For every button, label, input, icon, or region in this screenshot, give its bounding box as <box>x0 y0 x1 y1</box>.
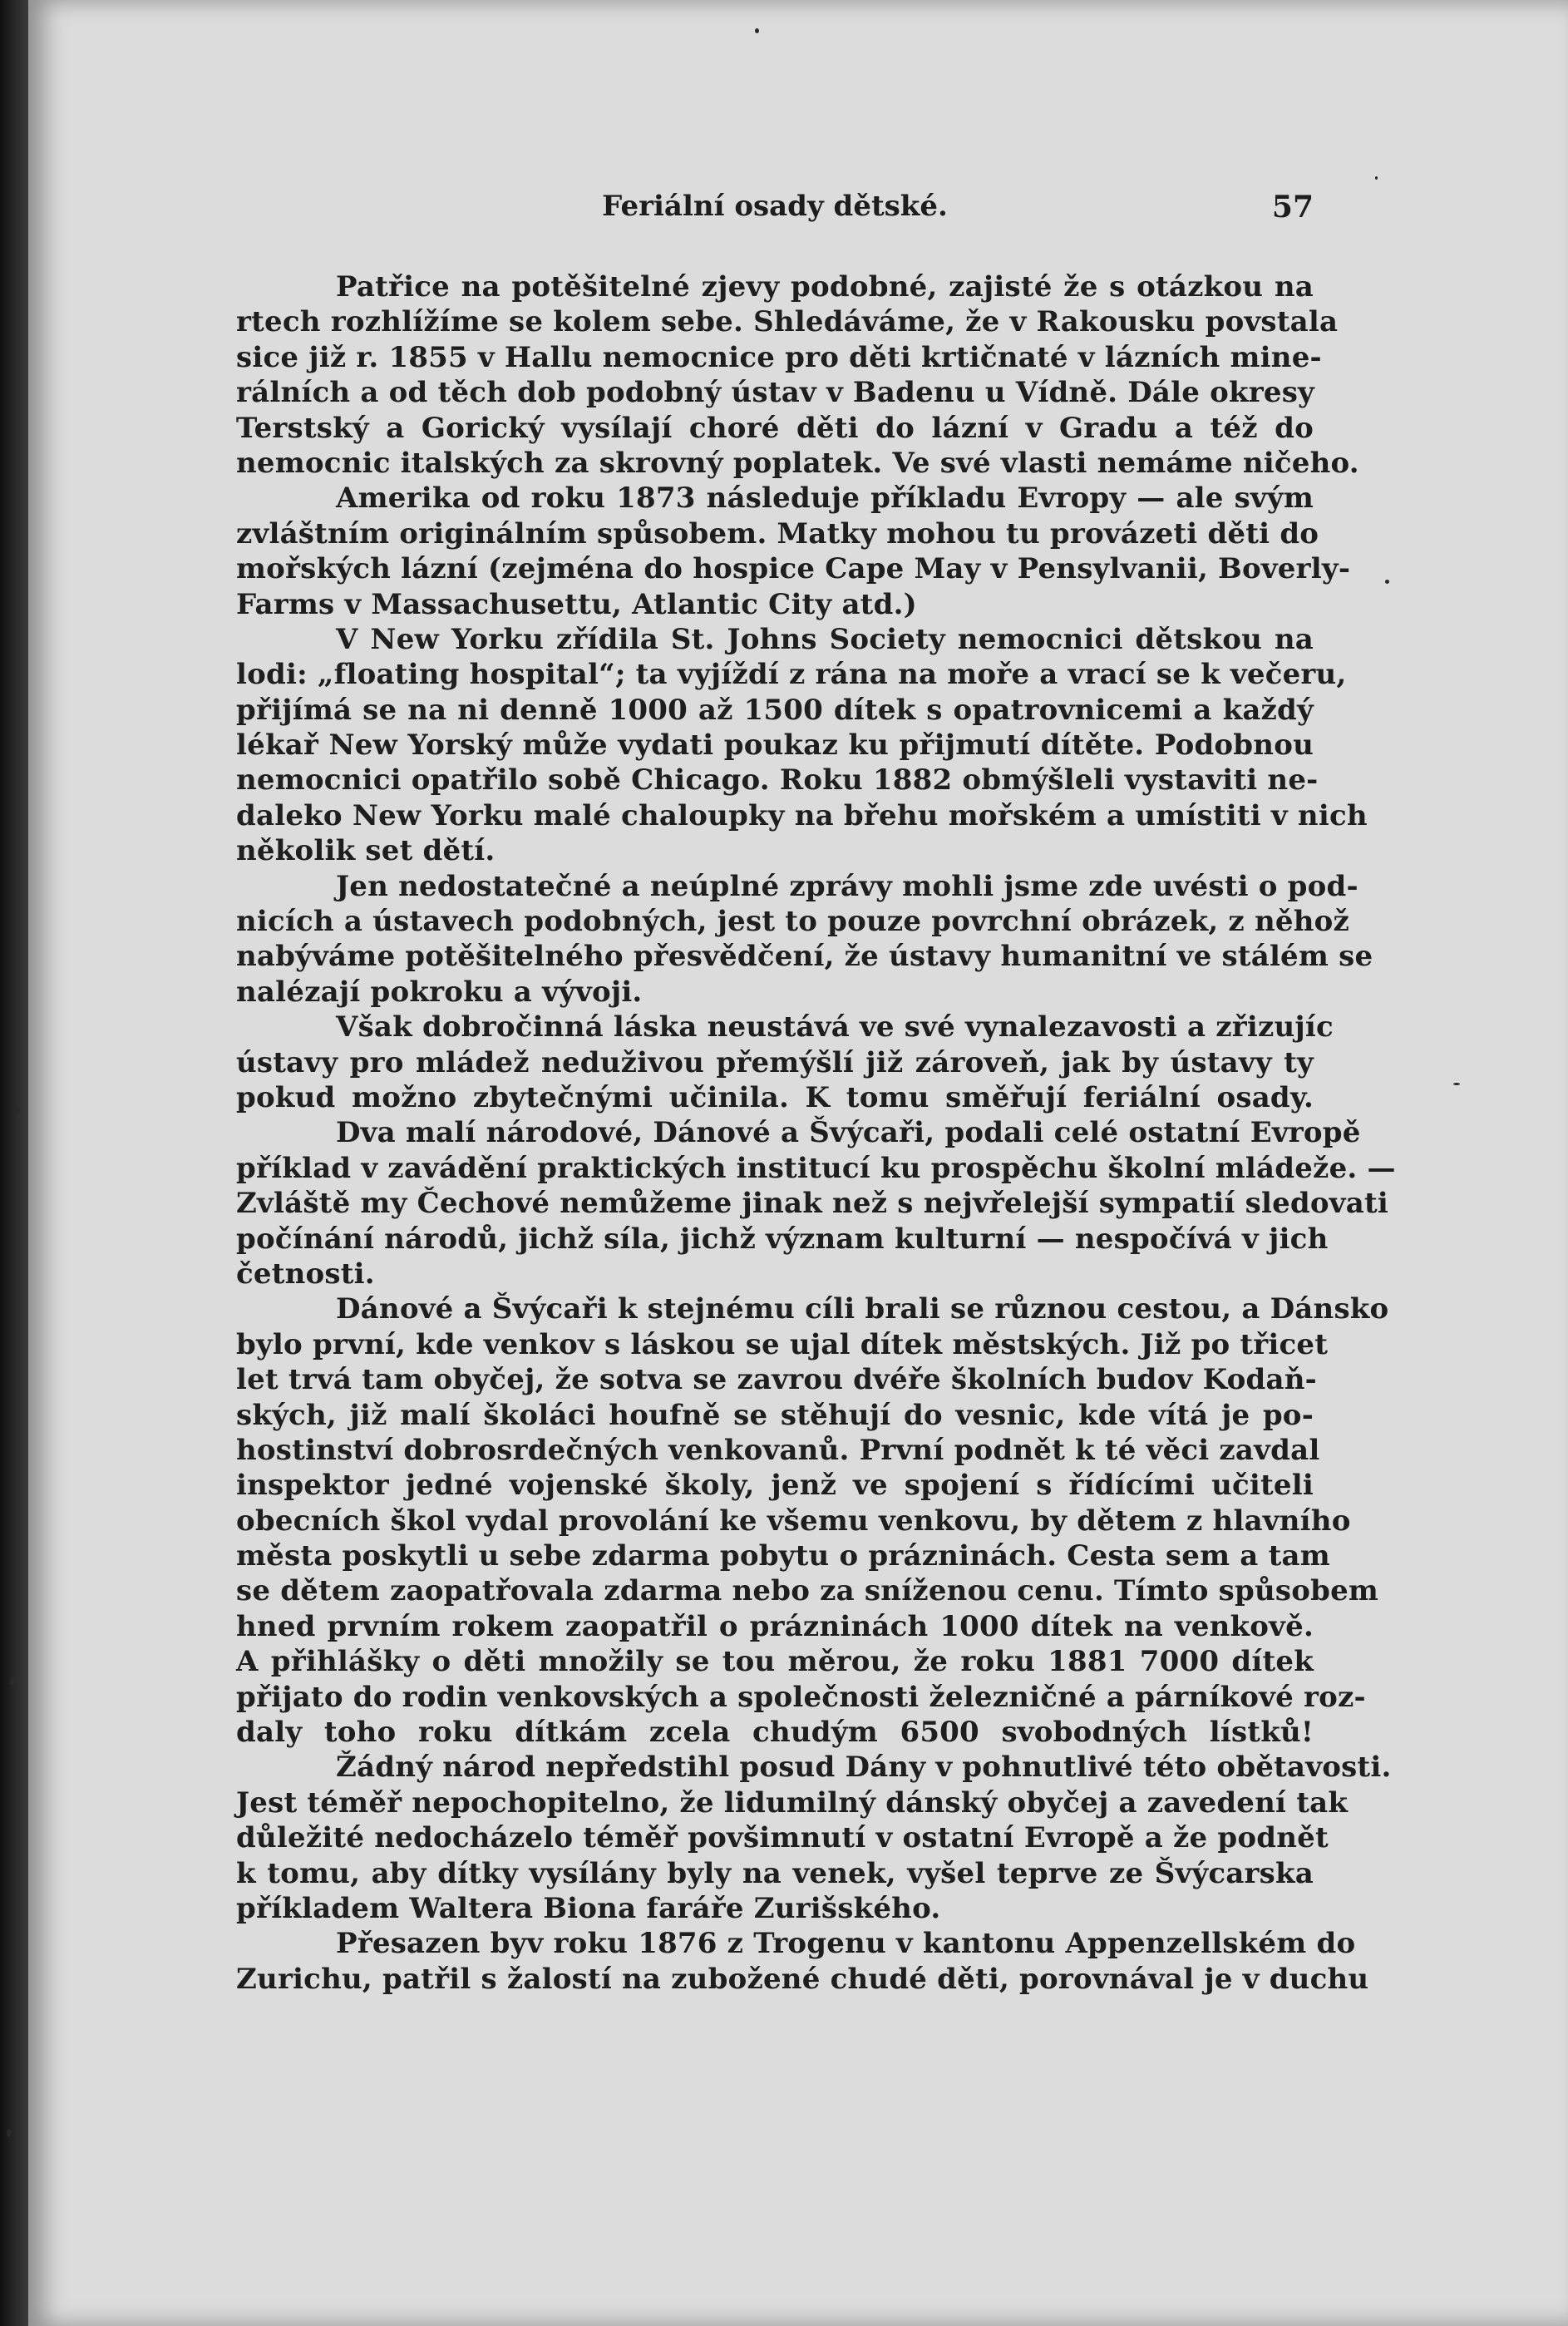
text-line: hned prvním rokem zaopatřil o prázninách 1000 dítek na venkově. <box>236 1609 1314 1643</box>
text-line: Terstský a Gorický vysílají choré děti do lázní v Gradu a též do <box>236 411 1314 445</box>
text-line: nalézají pokroku a vývoji. <box>236 975 643 1009</box>
text-line: nicích a ústavech podobných, jest to pouze povrchní obrázek, z něhož <box>236 905 1350 939</box>
text-line: Přesazen byv roku 1876 z Trogenu v kantonu Appenzellském do <box>336 1927 1356 1961</box>
text-line: Jen nedostatečné a neúplné zprávy mohli jsme zde uvésti o pod- <box>336 869 1358 903</box>
text-line: obecních škol vydal provolání ke všemu venkovu, by dětem z hlavního <box>236 1504 1351 1538</box>
body-text <box>236 269 1396 1997</box>
text-line: příkladem Waltera Biona faráře Zurišského. <box>236 1891 941 1925</box>
text-line: lékař New Yorský může vydati poukaz ku přijmutí dítěte. Podobnou <box>236 728 1314 763</box>
text-line: Jest téměř nepochopitelno, že lidumilný dánský obyčej a zavedení tak <box>236 1785 1349 1820</box>
page-header <box>236 185 1314 235</box>
text-line: příklad v zavádění praktických institucí ku prospěchu školní mládeže. — <box>236 1151 1396 1185</box>
text-line: bylo první, kde venkov s láskou se ujal dítek městských. Již po třicet <box>236 1327 1329 1361</box>
text-line: četnosti. <box>236 1257 375 1291</box>
running-title: Feriální osady dětské. <box>602 190 948 223</box>
text-line: přijato do rodin venkovských a společnosti železničné a párníkové roz- <box>236 1680 1366 1714</box>
scan-speck <box>755 28 759 33</box>
text-line: Farms v Massachusettu, Atlantic City atd.) <box>236 587 917 621</box>
page-number: 57 <box>1271 190 1314 225</box>
text-line: nabýváme potěšitelného přesvědčení, že ústavy humanitní ve stálém se <box>236 940 1373 974</box>
text-line: počínání národů, jichž síla, jichž význam kulturní — nespočívá v jich <box>236 1222 1329 1256</box>
scan-speck <box>15 1106 20 1114</box>
text-line: zvláštním originálním spůsobem. Matky mohou tu provázeti děti do <box>236 516 1319 551</box>
text-line: několik set dětí. <box>236 834 496 868</box>
scan-speck <box>1453 1083 1460 1085</box>
text-line: se dětem zaopatřovala zdarma nebo za sníženou cenu. Tímto spůsobem <box>236 1574 1379 1608</box>
text-line: nemocnic italských za skrovný poplatek. Ve své vlasti nemáme ničeho. <box>236 446 1359 480</box>
text-line: V New Yorku zřídila St. Johns Society nemocnici dětskou na <box>336 622 1314 656</box>
text-line: důležité nedocházelo téměř povšimnutí v ostatní Evropě a že podnět <box>236 1821 1329 1855</box>
text-line: rtech rozhlížíme se kolem sebe. Shledáváme, že v Rakousku povstala <box>236 305 1339 339</box>
text-line: daly toho roku dítkám zcela chudým 6500 svobodných lístků! <box>236 1716 1314 1750</box>
text-line: A přihlášky o děti množily se tou měrou, že roku 1881 7000 dítek <box>236 1645 1314 1679</box>
text-line: města poskytli u sebe zdarma pobytu o prázninách. Cesta sem a tam <box>236 1539 1330 1573</box>
text-line: inspektor jedné vojenské školy, jenž ve spojení s řídícími učiteli <box>236 1469 1314 1503</box>
scan-speck <box>1375 176 1378 180</box>
text-line: hostinství dobrosrdečných venkovanů. První podnět k té věci zavdal <box>236 1433 1320 1467</box>
text-line: rálních a od těch dob podobný ústav v Badenu u Vídně. Dále okresy <box>236 376 1315 410</box>
text-line: lodi: „floating hospital“; ta vyjíždí z rána na moře a vrací se k večeru, <box>236 658 1347 692</box>
text-line: pokud možno zbytečnými učinila. K tomu směřují feriální osady. <box>236 1080 1314 1114</box>
text-line: ústavy pro mládež neduživou přemýšlí již zároveň, jak by ústavy ty <box>236 1045 1314 1079</box>
text-line: Amerika od roku 1873 následuje příkladu Evropy — ale svým <box>336 481 1314 516</box>
text-line: k tomu, aby dítky vysílány byly na venek, vyšel teprve ze Švýcarska <box>236 1856 1314 1890</box>
scan-dark-edge <box>0 0 28 2326</box>
scan-speck <box>10 1677 15 1685</box>
text-line: Dánové a Švýcaři k stejnému cíli brali se různou cestou, a Dánsko <box>336 1292 1389 1326</box>
text-line: Zvláště my Čechové nemůžeme jinak než s nejvřelejší sympatií sledovati <box>236 1187 1388 1221</box>
text-line: Patřice na potěšitelné zjevy podobné, zajisté že s otázkou na <box>336 270 1314 304</box>
scan-speck <box>7 2129 12 2137</box>
text-line: přijímá se na ni denně 1000 až 1500 dítek s opatrovnicemi a každý <box>236 693 1314 727</box>
text-line: daleko New Yorku malé chaloupky na břehu mořském a umístiti v nich <box>236 798 1368 832</box>
text-line: sice již r. 1855 v Hallu nemocnice pro děti krtičnaté v lázních mine- <box>236 340 1322 374</box>
text-line: mořských lázní (zejména do hospice Cape May v Pensylvanii, Boverly- <box>236 552 1351 586</box>
scan-speck <box>1385 580 1389 584</box>
text-line: nemocnici opatřilo sobě Chicago. Roku 1882 obmýšleli vystaviti ne- <box>236 763 1319 798</box>
text-line: let trvá tam obyčej, že sotva se zavrou dvéře školních budov Kodaň- <box>236 1363 1317 1397</box>
text-line: ských, již malí školáci houfně se stěhují do vesnic, kde vítá je po- <box>236 1398 1314 1432</box>
text-line: Však dobročinná láska neustává ve své vynalezavosti a zřizujíc <box>336 1010 1334 1044</box>
text-line: Zurichu, patřil s žalostí na zubožené chudé děti, porovnával je v duchu <box>236 1962 1369 1996</box>
text-line: Dva malí národové, Dánové a Švýcaři, podali celé ostatní Evropě <box>336 1116 1361 1150</box>
text-line: Žádný národ nepředstihl posud Dány v pohnutlivé této obětavosti. <box>336 1751 1392 1785</box>
